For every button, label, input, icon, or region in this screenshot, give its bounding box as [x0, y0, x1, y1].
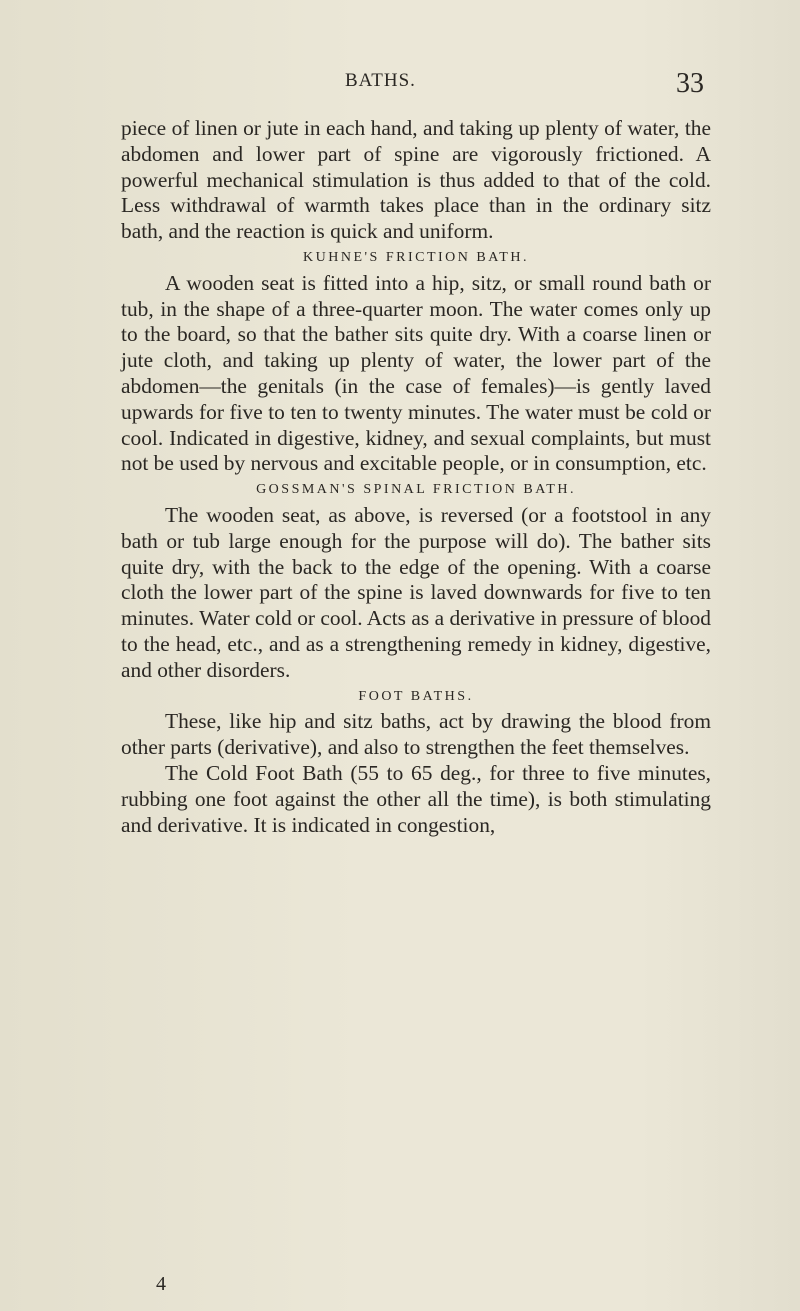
paragraph-cold-foot-bath: The Cold Foot Bath (55 to 65 deg., for three to five minutes, rubbing one foot against the other all the time), is both stimulating and derivative. It is indicated in congestion,: [121, 760, 711, 837]
paragraph-gossman: The wooden seat, as above, is reversed (or a footstool in any bath or tub large enough for the purpose will do). The bather sits quite dry, with the back to the edge of the opening. With a coarse cloth the lower part of the spine is laved downwards for five to ten minutes. Water cold or cool. Acts as a derivative in pressure of blood to the head, etc., and as a strengthening remedy in kidney, digestive, and other disorders.: [121, 502, 711, 682]
paragraph-kuhne: A wooden seat is fitted into a hip, sitz, or small round bath or tub, in the shape of a three-quarter moon. The water comes only up to the board, so that the bather sits quite dry. With a coarse linen or jute cloth, and taking up plenty of water, the lower part of the abdomen—the genitals (in the case of females)—is gently laved upwards for five to ten to twenty minutes. The water must be cold or cool. Indicated in digestive, kidney, and sexual complaints, but must not be used by nervous and excitable people, or in consumption, etc.: [121, 270, 711, 476]
signature-mark: 4: [156, 1273, 166, 1295]
paragraph-continuation: piece of linen or jute in each hand, and taking up plenty of water, the abdomen and lower part of spine are vigorously frictioned. A powerful mechanical stimulation is thus added to that of the cold. Less withdrawal of warmth takes place than in the ordinary sitz bath, and the reaction is quick and uniform.: [121, 116, 711, 244]
section-heading-foot-baths: FOOT BATHS.: [358, 688, 474, 704]
running-head: BATHS.: [345, 70, 416, 91]
page-number: 33: [676, 68, 704, 99]
body-text: [121, 116, 711, 838]
section-heading-gossman: GOSSMAN'S SPINAL FRICTION BATH.: [256, 482, 576, 498]
paragraph-foot-baths-intro: These, like hip and sitz baths, act by drawing the blood from other parts (derivative), and also to strengthen the feet themselves.: [121, 709, 711, 760]
section-heading-kuhne: KUHNE'S FRICTION BATH.: [303, 249, 529, 265]
